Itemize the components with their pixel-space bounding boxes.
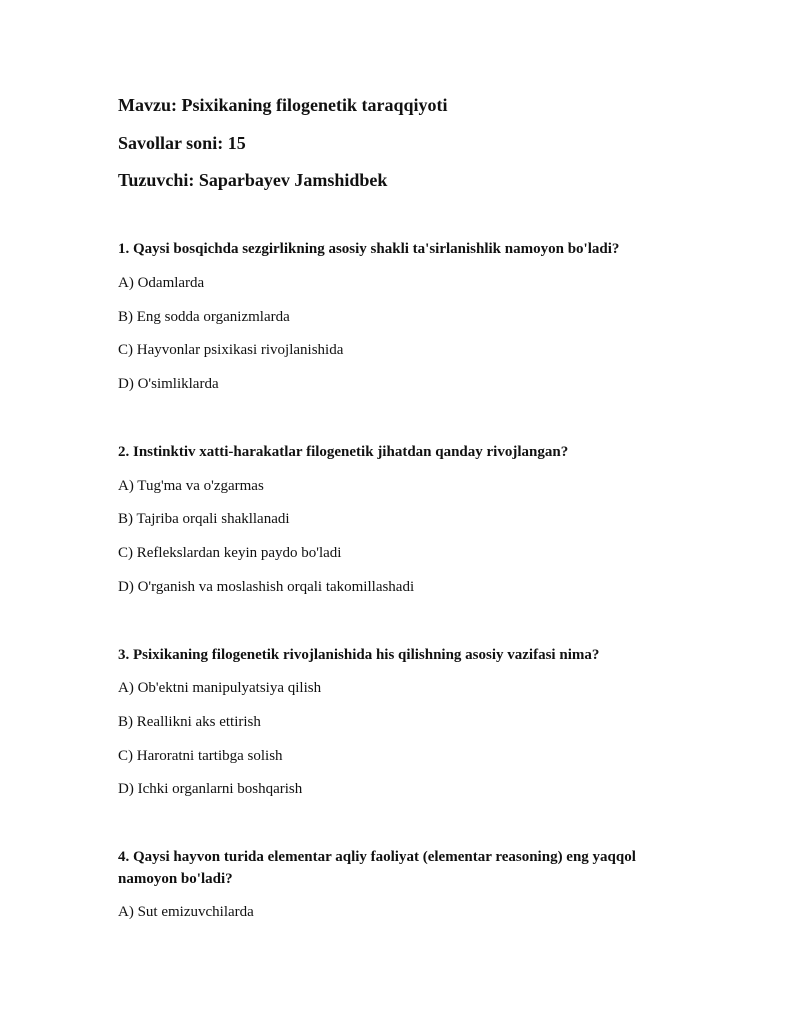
question-2-option-d: D) O'rganish va moslashish orqali takomillashadi bbox=[118, 579, 415, 595]
question-1-text: 1. Qaysi bosqichda sezgirlikning asosiy shakli ta'sirlanishlik namoyon bo'ladi? bbox=[118, 241, 620, 257]
question-2-option-b: B) Tajriba orqali shakllanadi bbox=[118, 511, 290, 527]
topic-line: Mavzu: Psixikaning filogenetik taraqqiyoti bbox=[118, 95, 448, 115]
question-4-option-a: A) Sut emizuvchilarda bbox=[118, 904, 254, 920]
question-4-text: 4. Qaysi hayvon turida elementar aqliy faoliyat (elementar reasoning) eng yaqqol namoyon bo'ladi? bbox=[118, 849, 636, 887]
question-2-option-a: A) Tug'ma va o'zgarmas bbox=[118, 478, 264, 494]
question-3-option-b: B) Reallikni aks ettirish bbox=[118, 714, 261, 730]
question-2-text: 2. Instinktiv xatti-harakatlar filogenetik jihatdan qanday rivojlangan? bbox=[118, 444, 569, 460]
question-1-option-c: C) Hayvonlar psixikasi rivojlanishida bbox=[118, 342, 344, 358]
question-1-option-b: B) Eng sodda organizmlarda bbox=[118, 309, 290, 325]
question-1-option-d: D) O'simliklarda bbox=[118, 376, 219, 392]
question-count-line: Savollar soni: 15 bbox=[118, 133, 246, 153]
question-3-option-c: C) Haroratni tartibga solish bbox=[118, 748, 283, 764]
question-3-option-d: D) Ichki organlarni boshqarish bbox=[118, 781, 303, 797]
question-1-option-a: A) Odamlarda bbox=[118, 275, 205, 291]
question-2-option-c: C) Reflekslardan keyin paydo bo'ladi bbox=[118, 545, 342, 561]
question-3-text: 3. Psixikaning filogenetik rivojlanishida his qilishning asosiy vazifasi nima? bbox=[118, 647, 600, 663]
question-3-option-a: A) Ob'ektni manipulyatsiya qilish bbox=[118, 680, 322, 696]
author-line: Tuzuvchi: Saparbayev Jamshidbek bbox=[118, 170, 388, 190]
